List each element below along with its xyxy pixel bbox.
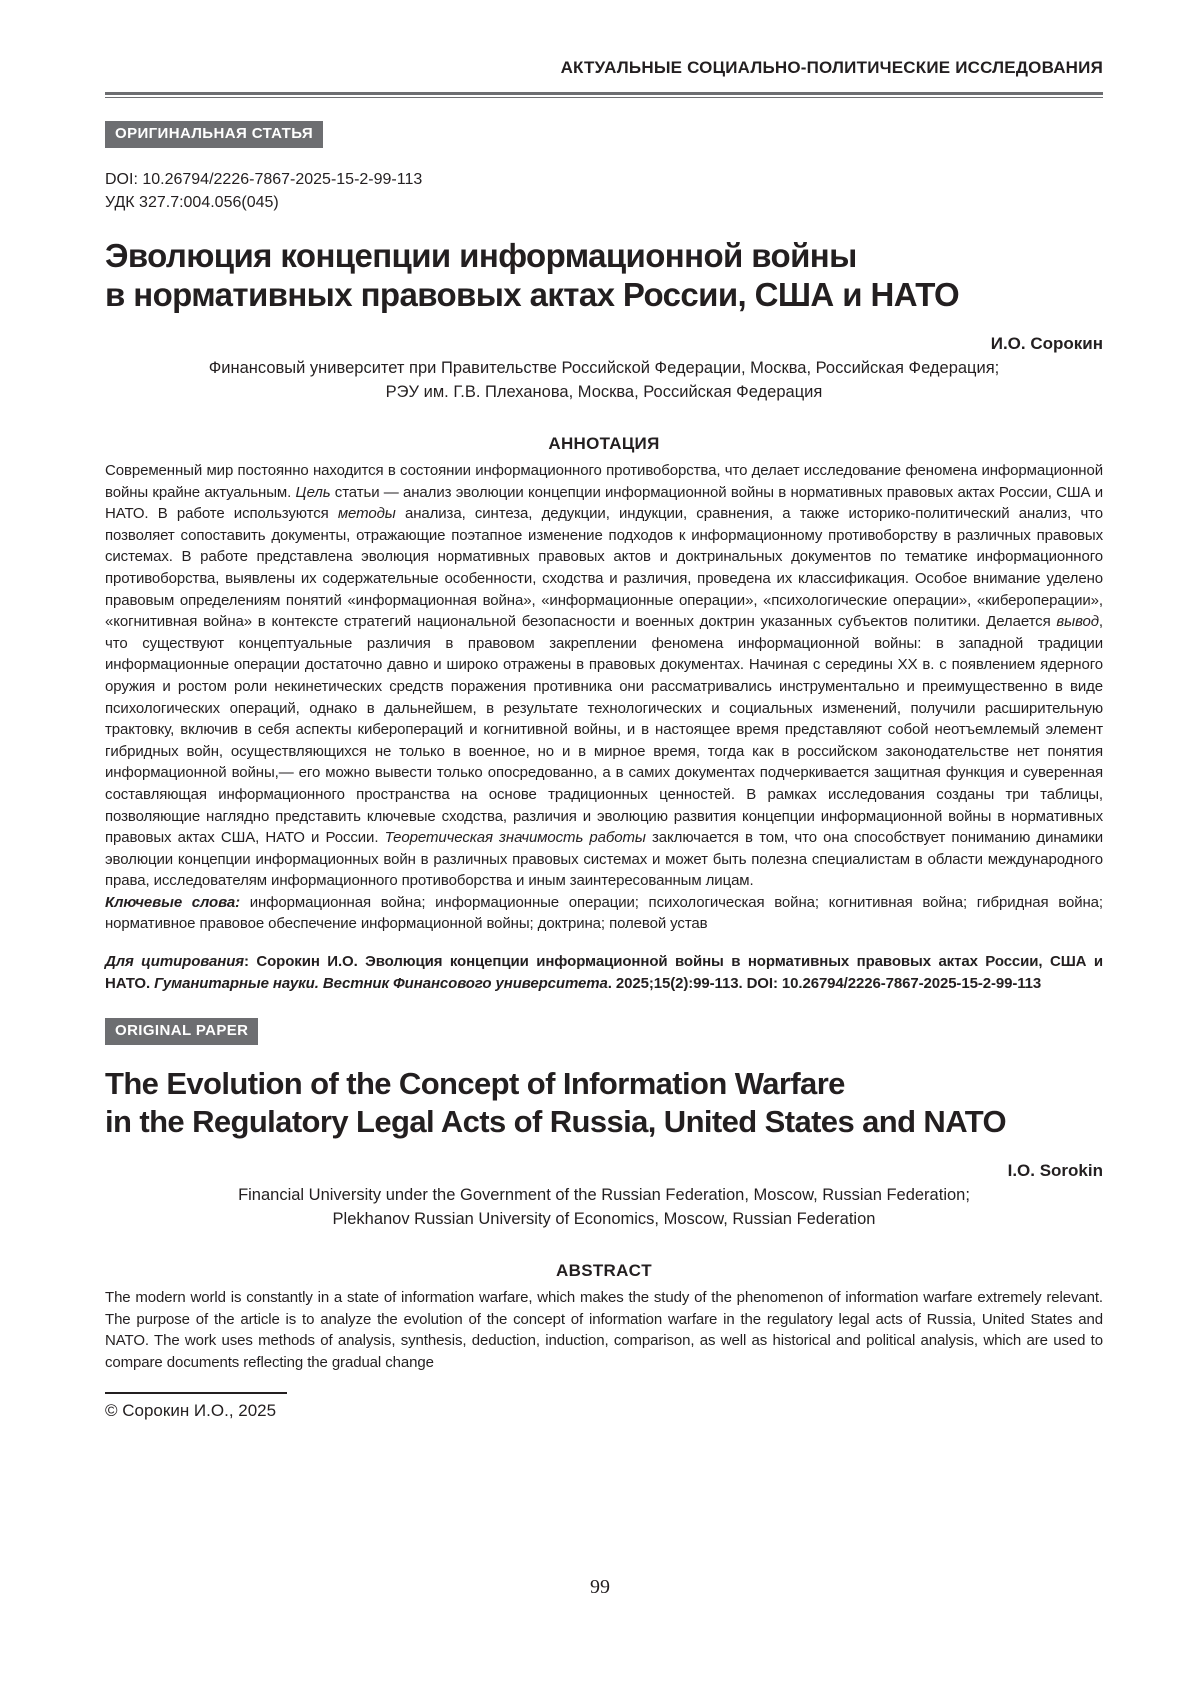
affiliation-ru: Финансовый университет при Правительстве Российской Федерации, Москва, Российская Федерация; РЭУ им. Г.В. Плеханова, Москва, Российская Федерация: [208, 359, 1000, 401]
article-type-badge-ru: ОРИГИНАЛЬНАЯ СТАТЬЯ: [105, 121, 323, 148]
copyright-block: [105, 1392, 1103, 1421]
affiliation-en: Financial University under the Government of the Russian Federation, Moscow, Russian Federation; Plekhanov Russian University of Economics, Moscow, Russian Federation: [238, 1186, 970, 1229]
article-type-row-ru: [105, 121, 1103, 148]
doi-line: DOI: 10.26794/2226-7867-2025-15-2-99-113: [105, 171, 423, 188]
article-meta: [105, 168, 1103, 214]
article-title-ru: Эволюция концепции информационной войны в нормативных правовых актах России, США и НАТО: [105, 237, 960, 313]
abstract-text-ru: Современный мир постоянно находится в состоянии информационного противоборства, что делает исследование феномена информационной войны крайне актуальным. Цель статьи — анализ эволюции концепции информационной войны в нормативных правовых актах России, США и НАТО. В работе используются методы анализа, синтеза, дедукции, индукции, сравнения, а также историко-политический анализ, что позволяет сопоставить документы, отражающие поэтапное изменение подходов к информационному противоборству в различных правовых системах. В работе представлена эволюция нормативных правовых актов и доктринальных документов по тематике информационного противоборства, выявлены их содержательные особенности, сходства и различия, проведена их классификация. Особое внимание уделено правовым определениям понятий «информационная война», «информационные операции», «психологические операции», «кибероперации», «когнитивная война» в контексте стратегий национальной безопасности и военных доктрин указанных субъектов политики. Делается вывод, что существуют концептуальные различия в правовом закреплении феномена информационной войны: в западной традиции информационные операции достаточно давно и широко отражены в правовых документах. Начиная с середины XX в. с появлением ядерного оружия и ростом роли некинетических средств поражения противника они рассматривались инструментально и преимущественно в виде психологических операций, однако в дальнейшем, в результате технологических и социальных изменений, получили расширительную трактовку, включив в себя аспекты киберопераций и когнитивной войны, и в настоящее время представляют собой неотъемлемый элемент гибридных войн, осуществляющихся не только в военное, но и в мирное время, тогда как в российском законодательстве нет понятия информационной войны,— его можно вывести только опосредованно, а в самих документах подчеркивается защитная функция и суверенная составляющая информационного пространства на основе традиционных ценностей. В рамках исследования созданы три таблицы, позволяющие наглядно представить ключевые сходства, различия и эволюцию развития концепции информационной войны в нормативных правовых актах США, НАТО и России. Теоретическая значимость работы заключается в том, что она способствует пониманию динамики эволюции концепции информационных войн в различных правовых системах и может быть полезна специалистам в области международного права, исследователям информационного противоборства и иным заинтересованным лицам.: [105, 462, 1104, 890]
header-divider: [105, 92, 1103, 98]
article-type-badge-en: ORIGINAL PAPER: [105, 1018, 258, 1045]
keywords-ru: [105, 892, 1103, 935]
copyright-divider: [105, 1392, 287, 1394]
article-type-row-en: [105, 1018, 1103, 1045]
author-name-ru: И.О. Сорокин: [990, 334, 1103, 353]
page-number: 99: [590, 1576, 610, 1598]
author-name-en: I.O. Sorokin: [1007, 1161, 1103, 1181]
udc-line: УДК 327.7:004.056(045): [105, 194, 279, 211]
copyright-notice: © Сорокин И.О., 2025: [105, 1400, 277, 1420]
abstract-heading-ru: АННОТАЦИЯ: [548, 434, 660, 453]
keywords-text-ru: информационная война; информационные операции; психологическая война; когнитивная война; гибридная война; нормативное правовое обеспечение информационной войны; доктрина; полевой устав: [105, 893, 1103, 933]
abstract-heading-en: ABSTRACT: [556, 1261, 652, 1281]
abstract-text-en: The modern world is constantly in a state of information warfare, which makes the study of the phenomenon of information warfare extremely relevant. The purpose of the article is to analyze the evolution of the concept of information warfare in the regulatory legal acts of Russia, United States and NATO. The work uses methods of analysis, synthesis, deduction, induction, comparison, as well as historical and political analysis, which are used to compare documents reflecting the gradual change: [105, 1289, 1103, 1372]
article-title-en: The Evolution of the Concept of Information Warfare in the Regulatory Legal Acts of Russia, United States and NATO: [105, 1066, 1006, 1140]
journal-running-head: АКТУАЛЬНЫЕ СОЦИАЛЬНО-ПОЛИТИЧЕСКИЕ ИССЛЕДОВАНИЯ: [560, 58, 1103, 77]
citation-ru: Для цитирования: Сорокин И.О. Эволюция концепции информационной войны в нормативных правовых актах России, США и НАТО. Гуманитарные науки. Вестник Финансового университета. 2025;15(2):99-113. DOI: 10.26794/2226-7867-2025-15-2-99-113: [105, 953, 1103, 992]
keywords-label-ru: Ключевые слова:: [105, 893, 241, 911]
